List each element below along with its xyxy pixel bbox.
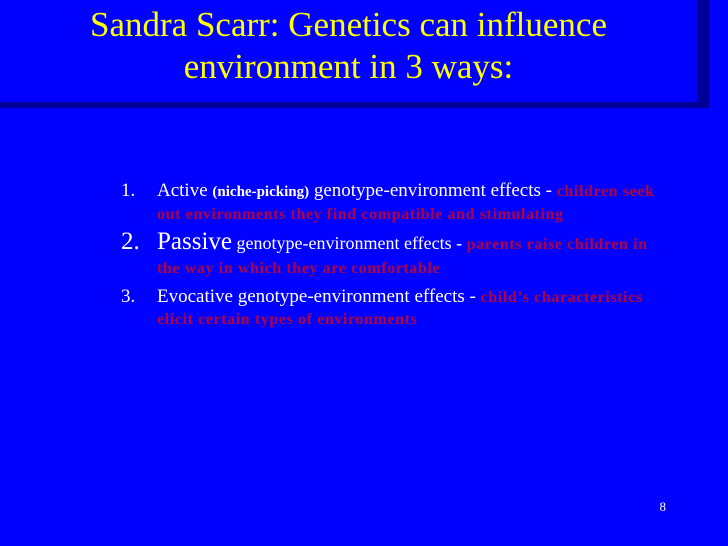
- numbered-list: [121, 180, 661, 330]
- list-number: 1.: [121, 180, 136, 201]
- page-number: 8: [659, 499, 666, 514]
- list-number: 3.: [121, 286, 136, 307]
- list-item-passive: [121, 228, 661, 279]
- item-description: child’s characteristics elicit certain types of environments: [157, 289, 643, 328]
- item-description: parents raise children in the way in which they are comfortable: [157, 236, 648, 277]
- slide-title: [0, 4, 697, 88]
- item-lead: Active: [157, 180, 213, 201]
- slide-title-line-2: environment in 3 ways:: [183, 47, 514, 86]
- item-text: genotype-environment effects -: [232, 233, 467, 253]
- item-lead: Passive: [157, 228, 232, 255]
- list-item-evocative: [121, 286, 661, 330]
- list-number: 2.: [121, 228, 140, 255]
- item-subterm: (niche-picking): [212, 184, 310, 200]
- item-text: genotype-environment effects -: [309, 180, 557, 201]
- item-text: Evocative genotype-environment effects -: [157, 286, 481, 307]
- item-description: children seek out environments they find compatible and stimulating: [157, 183, 655, 223]
- list-item-active: [121, 180, 661, 225]
- slide-title-line-1: Sandra Scarr: Genetics can influence: [90, 5, 607, 44]
